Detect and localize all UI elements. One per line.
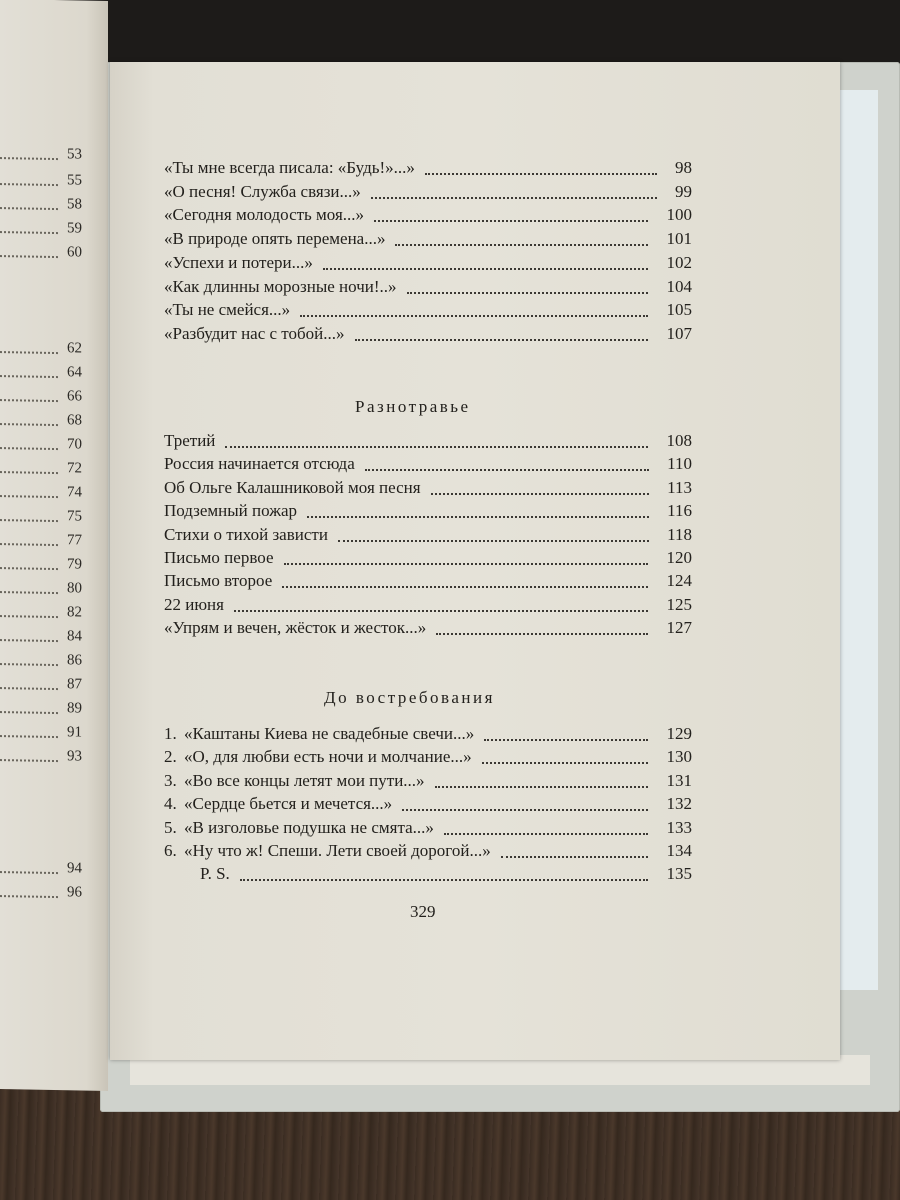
left-page-row — [0, 483, 86, 505]
left-page-row — [0, 627, 86, 649]
toc-entry-title: Третий — [164, 431, 216, 450]
leader-dots — [374, 220, 648, 222]
leader-dots — [0, 735, 58, 738]
left-page-number: 74 — [67, 484, 82, 501]
toc-entry — [164, 818, 692, 841]
left-page-row — [0, 675, 86, 697]
left-page-number: 96 — [67, 884, 82, 901]
leader-dots — [0, 157, 58, 160]
toc-entry-number: 2. — [164, 747, 177, 767]
left-page-number: 62 — [67, 340, 82, 357]
toc-entry — [164, 595, 692, 618]
leader-dots — [284, 563, 648, 565]
left-page-number: 59 — [67, 220, 82, 237]
leader-dots — [435, 786, 648, 788]
toc-entry-title: «Сегодня молодость моя...» — [164, 205, 365, 225]
left-page-number: 84 — [67, 628, 82, 645]
leader-dots — [0, 375, 58, 378]
toc-entry-title: «Успехи и потери...» — [164, 252, 313, 272]
left-page-number: 91 — [67, 724, 82, 741]
leader-dots — [431, 493, 649, 495]
toc-entry-page: 132 — [666, 794, 692, 814]
leader-dots — [402, 809, 648, 811]
toc-entry-title: Письмо второе — [164, 571, 273, 591]
toc-entry-number: 6. — [164, 841, 177, 860]
toc-entry — [164, 182, 692, 205]
leader-dots — [482, 762, 648, 764]
left-page-row — [0, 363, 86, 385]
toc-entry-page: 107 — [666, 323, 692, 343]
left-page-row — [0, 603, 86, 625]
toc-entry — [164, 431, 692, 454]
toc-entry-title: «Ты не смейся...» — [164, 300, 291, 320]
left-page-number: 89 — [67, 700, 82, 717]
toc-entry-page: 127 — [666, 618, 692, 638]
toc-entry — [164, 794, 692, 817]
left-page-number: 55 — [67, 172, 82, 189]
toc-entry-page: 129 — [666, 724, 692, 743]
toc-entry-title: «В природе опять перемена...» — [164, 229, 386, 249]
left-page-row — [0, 747, 86, 769]
leader-dots — [0, 447, 58, 450]
toc-entry-title: «Во все концы летят мои пути...» — [184, 770, 425, 790]
leader-dots — [0, 663, 58, 666]
left-page-row — [0, 507, 86, 529]
left-page-number: 77 — [67, 532, 82, 549]
leader-dots — [365, 469, 649, 471]
left-page-number: 70 — [67, 436, 82, 453]
leader-dots — [501, 856, 648, 858]
toc-entry — [164, 747, 692, 770]
toc-entry — [164, 618, 692, 641]
leader-dots — [0, 615, 58, 618]
leader-dots — [395, 244, 648, 246]
leader-dots — [484, 739, 648, 741]
toc-entry-page: 99 — [675, 181, 692, 201]
left-page-row — [0, 435, 86, 457]
toc-entry-page: 125 — [666, 594, 692, 614]
toc-entry-title: «Сердце бьется и мечется...» — [184, 794, 393, 814]
toc-entry-title: «В изголовье подушка не смята...» — [184, 817, 434, 837]
left-page-row — [0, 387, 86, 409]
toc-entry — [164, 158, 692, 181]
toc-entry-title: 22 июня — [164, 594, 224, 614]
leader-dots — [436, 633, 648, 635]
leader-dots — [0, 519, 58, 522]
leader-dots — [225, 446, 648, 448]
toc-entry-page: 116 — [667, 501, 692, 521]
section-heading-do-vostrebovaniya: До востребования — [324, 688, 495, 707]
toc-entry-title: «Разбудит нас с тобой...» — [164, 323, 345, 343]
toc-entry — [164, 253, 692, 276]
toc-entry-page: 102 — [666, 252, 692, 272]
toc-entry — [164, 478, 692, 501]
toc-entry-number: 1. — [164, 724, 177, 743]
leader-dots — [371, 197, 657, 199]
toc-entry-page: 105 — [666, 300, 692, 320]
cover-inner-lining — [840, 90, 878, 990]
toc-entry-page: 130 — [666, 747, 692, 767]
toc-entry-title: Подземный пожар — [164, 501, 297, 521]
left-page-row — [0, 145, 86, 167]
left-page-number: 64 — [67, 364, 82, 381]
left-page-row — [0, 411, 86, 433]
left-page-number: 66 — [67, 388, 82, 405]
leader-dots — [0, 399, 58, 402]
left-page — [0, 0, 108, 1091]
toc-entry-page: 110 — [667, 454, 692, 474]
toc-entry — [164, 864, 692, 887]
leader-dots — [0, 871, 58, 874]
toc-entry-title: Об Ольге Калашниковой моя песня — [164, 477, 421, 497]
toc-entry-number: 3. — [164, 770, 177, 790]
leader-dots — [300, 315, 648, 317]
page-number: 329 — [410, 902, 436, 921]
leader-dots — [0, 495, 58, 498]
toc-entry-title: Россия начинается отсюда — [164, 454, 355, 474]
left-page-row — [0, 531, 86, 553]
leader-dots — [234, 610, 648, 612]
toc-entry-page: 104 — [666, 276, 692, 296]
leader-dots — [425, 173, 657, 175]
toc-entry — [164, 571, 692, 594]
toc-entry-page: 131 — [666, 770, 692, 790]
left-page-number: 80 — [67, 580, 82, 597]
toc-entry — [164, 501, 692, 524]
left-page-row — [0, 651, 86, 673]
leader-dots — [323, 268, 648, 270]
toc-entry-title: «Упрям и вечен, жёсток и жесток...» — [164, 618, 427, 638]
leader-dots — [0, 231, 58, 234]
left-page-row — [0, 579, 86, 601]
toc-entry-page: 120 — [666, 548, 692, 567]
left-page-row — [0, 723, 86, 745]
section-heading-raznotravie: Разнотравье — [355, 397, 471, 416]
left-page-row — [0, 243, 86, 265]
leader-dots — [0, 351, 58, 354]
toc-entry — [164, 454, 692, 477]
leader-dots — [0, 895, 58, 898]
toc-entry-title: «Как длинны морозные ночи!..» — [164, 276, 397, 296]
toc-entry-page: 118 — [667, 524, 692, 544]
left-page-number: 87 — [67, 676, 82, 693]
toc-entry-number: 5. — [164, 817, 177, 837]
left-page-row — [0, 555, 86, 577]
leader-dots — [444, 833, 648, 835]
leader-dots — [0, 183, 58, 186]
left-page-number: 79 — [67, 556, 82, 573]
left-page-number: 68 — [67, 412, 82, 429]
toc-entry-number: 4. — [164, 794, 177, 814]
leader-dots — [282, 586, 648, 588]
toc-entry-title: «О, для любви есть ночи и молчание...» — [184, 747, 472, 767]
left-page-number: 53 — [67, 146, 82, 163]
left-page-row — [0, 219, 86, 241]
toc-entry-title: P. S. — [200, 864, 230, 884]
toc-entry-page: 101 — [666, 229, 692, 249]
left-page-row — [0, 171, 86, 193]
toc-entry-title: «Ты мне всегда писала: «Будь!»...» — [164, 158, 415, 177]
toc-entry — [164, 300, 692, 323]
leader-dots — [0, 207, 58, 210]
left-page-row — [0, 883, 86, 905]
leader-dots — [355, 339, 648, 341]
left-page-number: 58 — [67, 196, 82, 213]
leader-dots — [407, 292, 648, 294]
leader-dots — [307, 516, 649, 518]
leader-dots — [0, 567, 58, 570]
left-page-number: 93 — [67, 748, 82, 765]
left-page-number: 60 — [67, 244, 82, 261]
leader-dots — [0, 711, 58, 714]
toc-entry-page: 108 — [666, 431, 692, 450]
toc-entry — [164, 525, 692, 548]
leader-dots — [338, 540, 649, 542]
toc-entry-title: Стихи о тихой зависти — [164, 524, 328, 544]
left-page-number: 82 — [67, 604, 82, 621]
left-page-row — [0, 699, 86, 721]
toc-entry — [164, 277, 692, 300]
toc-entry-page: 100 — [666, 205, 692, 225]
toc-entry — [164, 841, 692, 864]
toc-entry — [164, 324, 692, 347]
toc-entry — [164, 771, 692, 794]
left-page-row — [0, 339, 86, 361]
toc-entry-page: 133 — [666, 817, 692, 837]
left-page-number: 94 — [67, 860, 82, 877]
leader-dots — [0, 687, 58, 690]
toc-entry — [164, 205, 692, 228]
leader-dots — [0, 255, 58, 258]
toc-entry-title: «Ну что ж! Спеши. Лети своей дорогой...» — [184, 841, 491, 860]
leader-dots — [0, 639, 58, 642]
toc-entry-page: 98 — [675, 158, 692, 177]
left-page-number: 75 — [67, 508, 82, 525]
toc-entry-page: 113 — [667, 477, 692, 497]
leader-dots — [0, 471, 58, 474]
toc-entry-page: 135 — [666, 864, 692, 884]
toc-entry — [164, 724, 692, 747]
left-page-row — [0, 859, 86, 881]
toc-entry-title: «Каштаны Киева не свадебные свечи...» — [184, 724, 475, 743]
leader-dots — [0, 543, 58, 546]
toc-entry-title: Письмо первое — [164, 548, 274, 567]
left-page-row — [0, 459, 86, 481]
leader-dots — [240, 879, 648, 881]
left-page-number: 72 — [67, 460, 82, 477]
left-page-row — [0, 195, 86, 217]
leader-dots — [0, 759, 58, 762]
toc-entry-page: 134 — [666, 841, 692, 860]
leader-dots — [0, 591, 58, 594]
toc-entry-page: 124 — [666, 571, 692, 591]
toc-entry — [164, 229, 692, 252]
toc-entry-title: «О песня! Служба связи...» — [164, 181, 361, 201]
toc-entry — [164, 548, 692, 571]
left-page-number: 86 — [67, 652, 82, 669]
leader-dots — [0, 423, 58, 426]
